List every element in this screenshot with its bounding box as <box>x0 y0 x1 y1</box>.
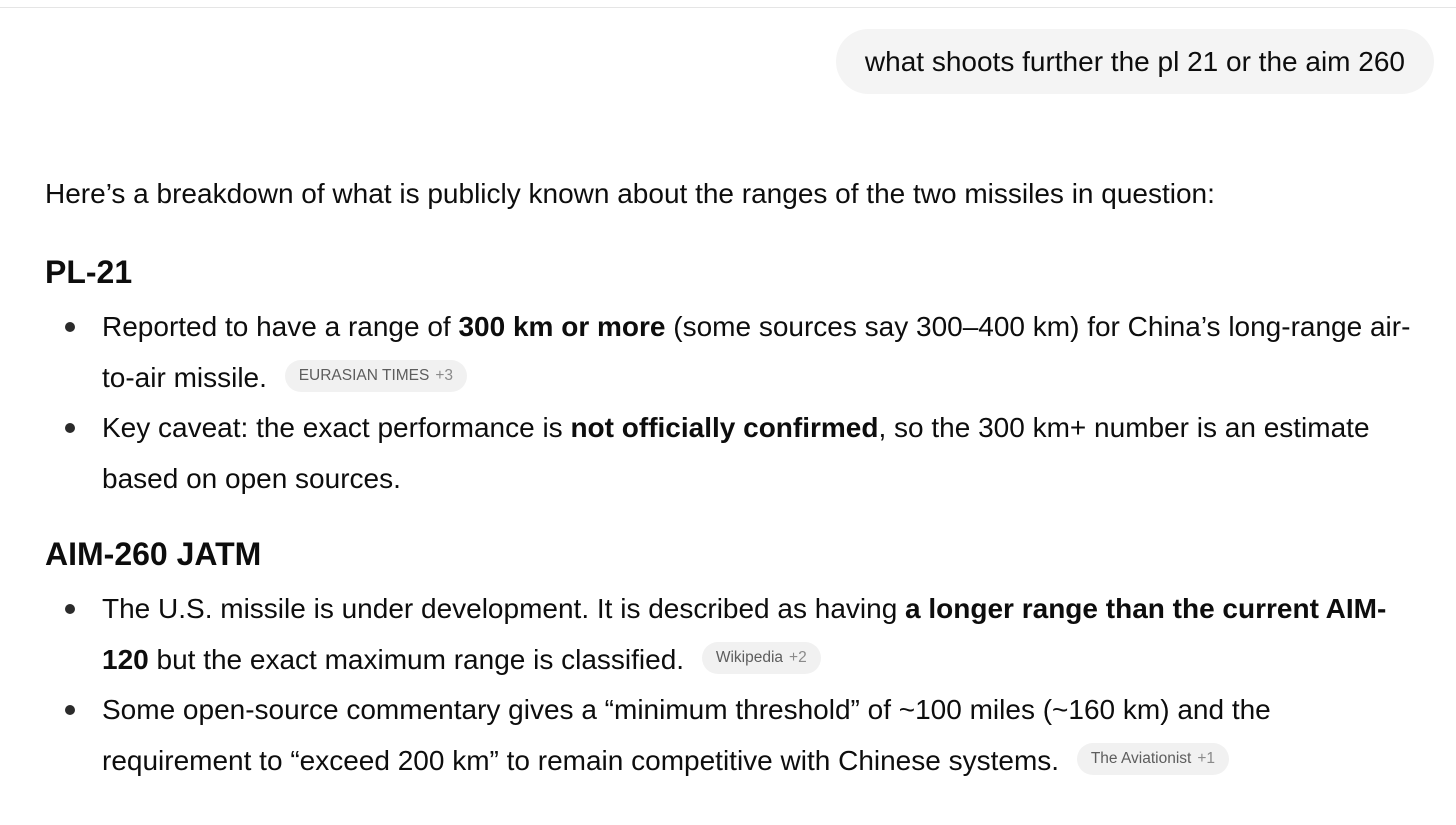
bullet-bold-text: a longer range than the current AIM-120 <box>102 593 1387 675</box>
answer-intro: Here’s a breakdown of what is publicly known about the ranges of the two missiles in question: <box>45 178 1215 209</box>
source-chip-label: EURASIAN TIMES <box>298 367 430 385</box>
bullet-text: Some open-source commentary gives a “minimum threshold” of ~100 miles (~160 km) and the requirement to “exceed 200 km” to remain competitive with Chinese systems. <box>102 694 1271 776</box>
user-message-text: what shoots further the pl 21 or the aim 260 <box>864 45 1405 77</box>
user-message-bubble <box>836 29 1434 94</box>
source-chip-count: +3 <box>435 367 454 385</box>
user-message-row <box>836 29 1434 94</box>
bullet-text: The U.S. missile is under development. It is described as having <box>102 593 906 624</box>
source-chip-label: The Aviationist <box>1090 750 1192 768</box>
list-item <box>45 584 1425 685</box>
top-divider <box>0 0 1456 8</box>
bullet-dot <box>65 604 75 614</box>
bullet-text: (some sources say 300–400 km) for China’s long-range air-to-air missile. <box>102 311 1411 393</box>
source-chip-wikipedia[interactable] <box>702 642 821 674</box>
pl21-bullet-list <box>45 302 1425 504</box>
source-chip-the-aviationist[interactable] <box>1077 743 1229 775</box>
source-chip-eurasian-times[interactable] <box>285 360 467 392</box>
section-heading-pl21: PL-21 <box>45 254 133 290</box>
bullet-text: Reported to have a range of <box>102 311 459 342</box>
assistant-answer <box>45 170 1425 786</box>
bullet-text: Key caveat: the exact performance is <box>102 412 571 443</box>
list-item <box>45 685 1425 786</box>
bullet-bold-text: not officially confirmed <box>570 412 879 443</box>
bullet-text: , so the 300 km+ number is an estimate based on open sources. <box>102 412 1370 494</box>
section-heading-aim260: AIM-260 JATM <box>45 536 262 572</box>
aim260-bullet-list <box>45 584 1425 786</box>
source-chip-count: +2 <box>789 649 807 667</box>
source-chip-count: +1 <box>1197 750 1216 768</box>
list-item <box>45 302 1425 403</box>
bullet-bold-text: 300 km or more <box>458 311 666 342</box>
bullet-dot <box>65 322 75 332</box>
bullet-dot <box>65 423 75 433</box>
bullet-dot <box>65 705 75 715</box>
bullet-text: but the exact maximum range is classified. <box>148 643 685 675</box>
source-chip-label: Wikipedia <box>715 649 784 667</box>
list-item <box>45 403 1425 504</box>
